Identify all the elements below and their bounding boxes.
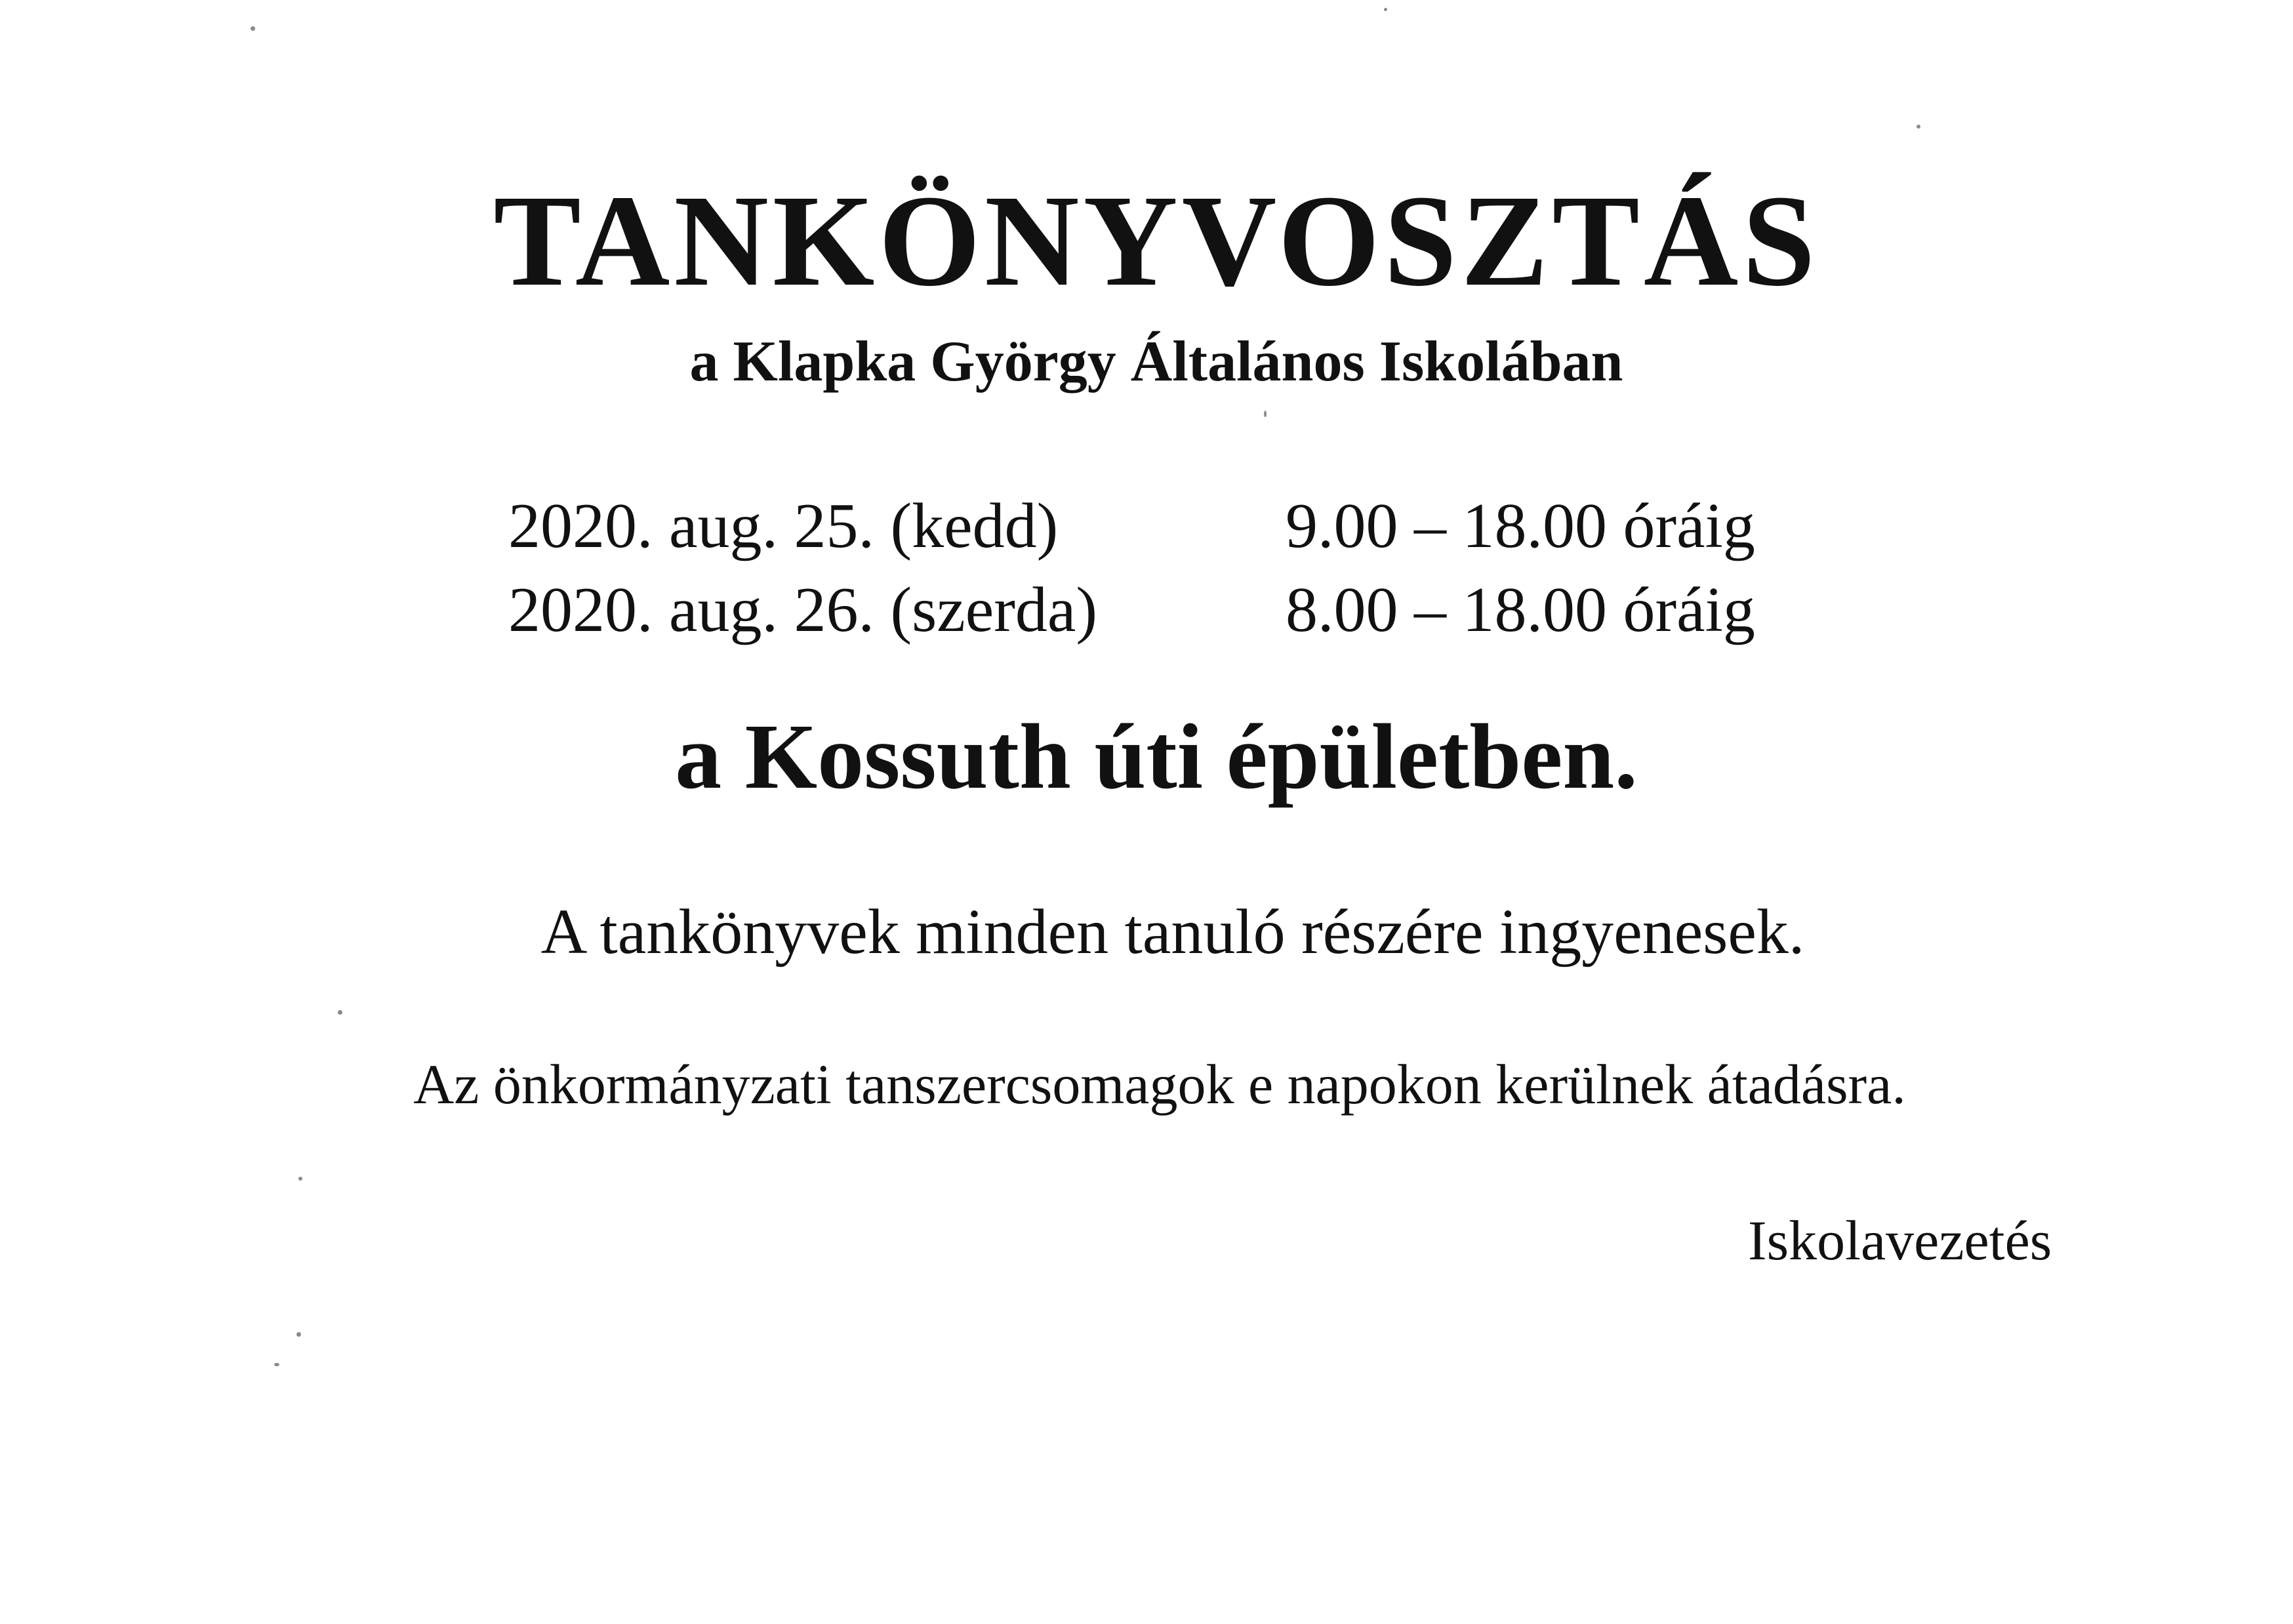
- schedule-time: 9.00 – 18.00 óráig: [1286, 491, 1755, 561]
- scan-speck: [338, 1010, 342, 1015]
- scan-speck: [1384, 8, 1387, 11]
- schedule-row: [508, 568, 1820, 652]
- school-subtitle: a Klapka György Általános Iskolában: [689, 330, 1623, 394]
- page-title: TANKÖNYVOSZTÁS: [493, 169, 1819, 314]
- scan-speck: [1264, 411, 1267, 417]
- schedule-row: [508, 484, 1820, 568]
- schedule-date: 2020. aug. 26. (szerda): [508, 575, 1098, 645]
- distribution-location: a Kossuth úti épületben.: [675, 704, 1638, 808]
- scan-speck: [296, 1332, 301, 1337]
- schedule-date: 2020. aug. 25. (kedd): [508, 491, 1059, 561]
- distribution-schedule: [508, 484, 1820, 652]
- school-supply-packages-note: Az önkormányzati tanszercsomagok e napokon kerülnek átadásra.: [413, 1053, 1906, 1116]
- scan-speck: [1917, 125, 1920, 129]
- scan-speck: [298, 1177, 302, 1181]
- free-textbooks-note: A tankönyvek minden tanuló részére ingyenesek.: [540, 897, 1805, 967]
- signature: Iskolavezetés: [1748, 1209, 2052, 1272]
- scan-speck: [251, 26, 255, 31]
- schedule-time: 8.00 – 18.00 óráig: [1286, 575, 1755, 645]
- scan-speck: [274, 1363, 279, 1366]
